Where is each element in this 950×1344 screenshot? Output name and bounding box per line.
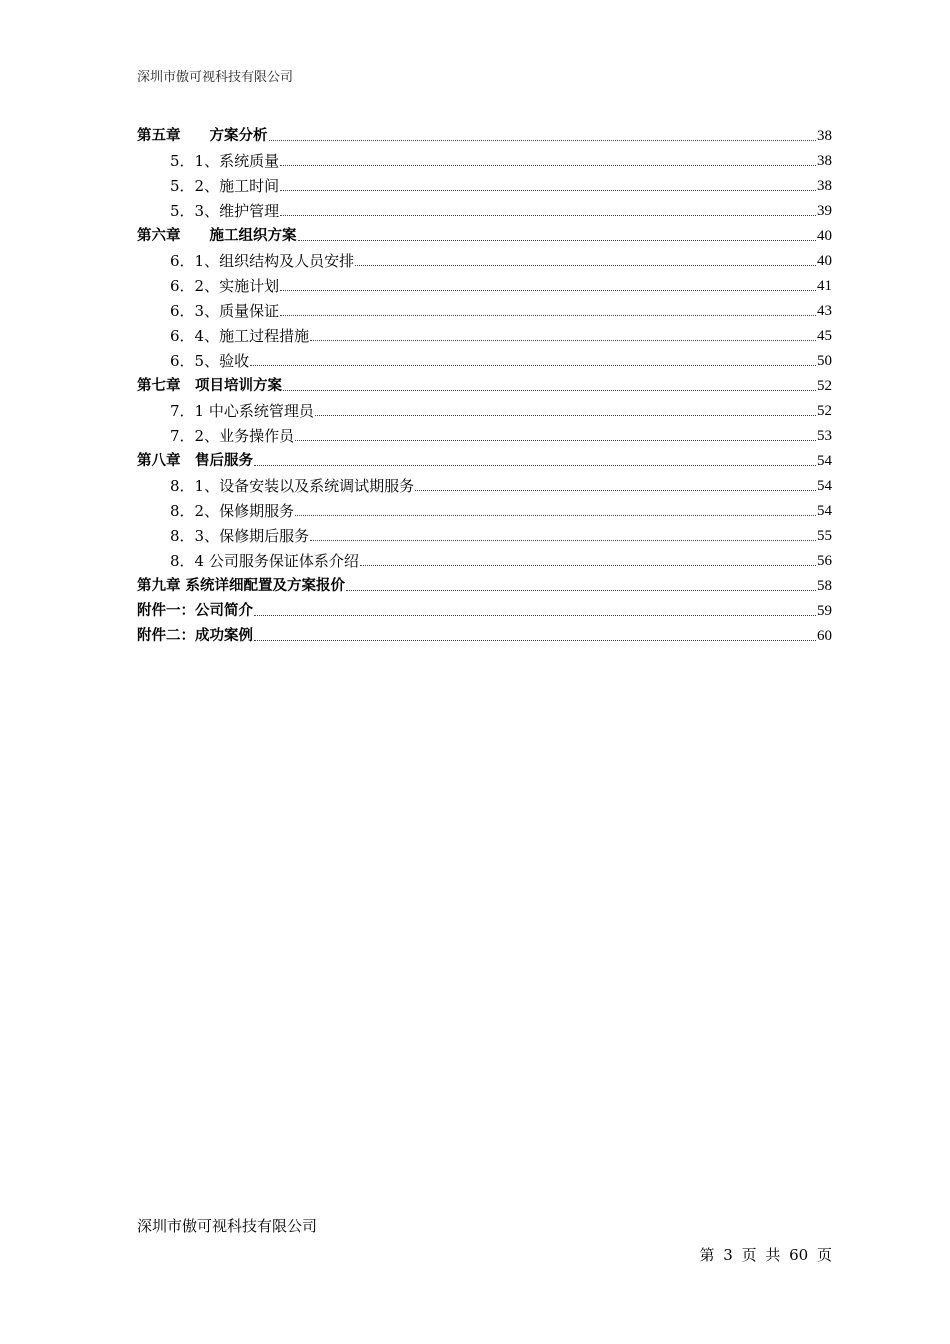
toc-dot-leader xyxy=(310,340,816,341)
toc-section-entry[interactable] xyxy=(137,346,832,371)
toc-chapter-entry[interactable] xyxy=(137,621,832,646)
toc-entry-title: 6．5、验收 xyxy=(170,352,250,370)
toc-entry-title: 第九章 系统详细配置及方案报价 xyxy=(137,578,346,594)
toc-dot-leader xyxy=(254,615,816,616)
toc-entry-title: 附件一：公司简介 xyxy=(137,603,253,619)
toc-chapter-entry[interactable] xyxy=(137,371,832,396)
toc-section-entry[interactable] xyxy=(137,396,832,421)
toc-entry-page-number: 52 xyxy=(817,378,832,394)
toc-entry-title: 第六章 施工组织方案 xyxy=(137,228,297,244)
toc-entry-title: 附件二：成功案例 xyxy=(137,628,253,644)
toc-entry-page-number: 54 xyxy=(817,478,832,494)
toc-dot-leader xyxy=(280,215,816,216)
toc-dot-leader xyxy=(346,590,816,591)
toc-section-entry[interactable] xyxy=(137,471,832,496)
toc-entry-title: 6．4、施工过程措施 xyxy=(170,327,310,345)
toc-entry-title: 第八章 售后服务 xyxy=(137,453,253,469)
toc-entry-page-number: 52 xyxy=(817,403,832,419)
toc-entry-page-number: 54 xyxy=(817,503,832,519)
toc-dot-leader xyxy=(415,490,816,491)
toc-chapter-entry[interactable] xyxy=(137,571,832,596)
toc-entry-title: 5．1、系统质量 xyxy=(170,152,280,170)
toc-dot-leader xyxy=(254,465,816,466)
footer-page-indicator: 第 3 页 共 60 页 xyxy=(699,1246,832,1264)
toc-entry-title: 5．2、施工时间 xyxy=(170,177,280,195)
toc-dot-leader xyxy=(280,190,816,191)
toc-dot-leader xyxy=(315,415,816,416)
toc-entry-page-number: 54 xyxy=(817,453,832,469)
toc-dot-leader xyxy=(360,565,816,566)
toc-section-entry[interactable] xyxy=(137,546,832,571)
toc-entry-title: 7．1 中心系统管理员 xyxy=(170,402,314,420)
toc-dot-leader xyxy=(298,240,817,241)
footer-company: 深圳市傲可视科技有限公司 xyxy=(137,1217,318,1235)
toc-entry-title: 8．1、设备安装以及系统调试期服务 xyxy=(170,477,415,495)
toc-entry-title: 6．1、组织结构及人员安排 xyxy=(170,252,355,270)
toc-dot-leader xyxy=(280,290,816,291)
toc-entry-page-number: 50 xyxy=(817,353,832,369)
toc-entry-title: 5．3、维护管理 xyxy=(170,202,280,220)
toc-chapter-entry[interactable] xyxy=(137,596,832,621)
toc-dot-leader xyxy=(269,140,817,141)
toc-entry-title: 第五章 方案分析 xyxy=(137,128,268,144)
toc-dot-leader xyxy=(280,165,816,166)
toc-section-entry[interactable] xyxy=(137,321,832,346)
toc-entry-page-number: 38 xyxy=(817,128,832,144)
toc-section-entry[interactable] xyxy=(137,296,832,321)
toc-dot-leader xyxy=(283,390,816,391)
toc-entry-title: 第七章 项目培训方案 xyxy=(137,378,282,394)
toc-entry-page-number: 60 xyxy=(817,628,832,644)
toc-entry-page-number: 40 xyxy=(817,228,832,244)
toc-entry-page-number: 43 xyxy=(817,303,832,319)
toc-entry-page-number: 39 xyxy=(817,203,832,219)
toc-entry-title: 8．4 公司服务保证体系介绍 xyxy=(170,552,359,570)
table-of-contents xyxy=(137,121,832,646)
toc-dot-leader xyxy=(295,515,816,516)
toc-entry-page-number: 40 xyxy=(817,253,832,269)
toc-entry-page-number: 58 xyxy=(817,578,832,594)
toc-entry-page-number: 59 xyxy=(817,603,832,619)
toc-entry-title: 6．3、质量保证 xyxy=(170,302,280,320)
toc-section-entry[interactable] xyxy=(137,246,832,271)
toc-entry-page-number: 56 xyxy=(817,553,832,569)
toc-dot-leader xyxy=(250,365,816,366)
toc-entry-title: 8．3、保修期后服务 xyxy=(170,527,310,545)
toc-section-entry[interactable] xyxy=(137,521,832,546)
toc-section-entry[interactable] xyxy=(137,146,832,171)
toc-entry-title: 6．2、实施计划 xyxy=(170,277,280,295)
toc-entry-page-number: 55 xyxy=(817,528,832,544)
toc-section-entry[interactable] xyxy=(137,196,832,221)
toc-entry-page-number: 45 xyxy=(817,328,832,344)
toc-chapter-entry[interactable] xyxy=(137,221,832,246)
toc-dot-leader xyxy=(295,440,816,441)
toc-section-entry[interactable] xyxy=(137,271,832,296)
toc-section-entry[interactable] xyxy=(137,421,832,446)
toc-entry-page-number: 41 xyxy=(817,278,832,294)
toc-entry-title: 7．2、业务操作员 xyxy=(170,427,295,445)
toc-dot-leader xyxy=(310,540,816,541)
toc-entry-page-number: 38 xyxy=(817,178,832,194)
toc-chapter-entry[interactable] xyxy=(137,446,832,471)
toc-entry-page-number: 53 xyxy=(817,428,832,444)
toc-entry-page-number: 38 xyxy=(817,153,832,169)
toc-chapter-entry[interactable] xyxy=(137,121,832,146)
page-header-company: 深圳市傲可视科技有限公司 xyxy=(137,70,294,85)
toc-entry-title: 8．2、保修期服务 xyxy=(170,502,295,520)
toc-section-entry[interactable] xyxy=(137,496,832,521)
toc-dot-leader xyxy=(254,640,816,641)
toc-dot-leader xyxy=(280,315,816,316)
toc-dot-leader xyxy=(355,265,816,266)
toc-section-entry[interactable] xyxy=(137,171,832,196)
